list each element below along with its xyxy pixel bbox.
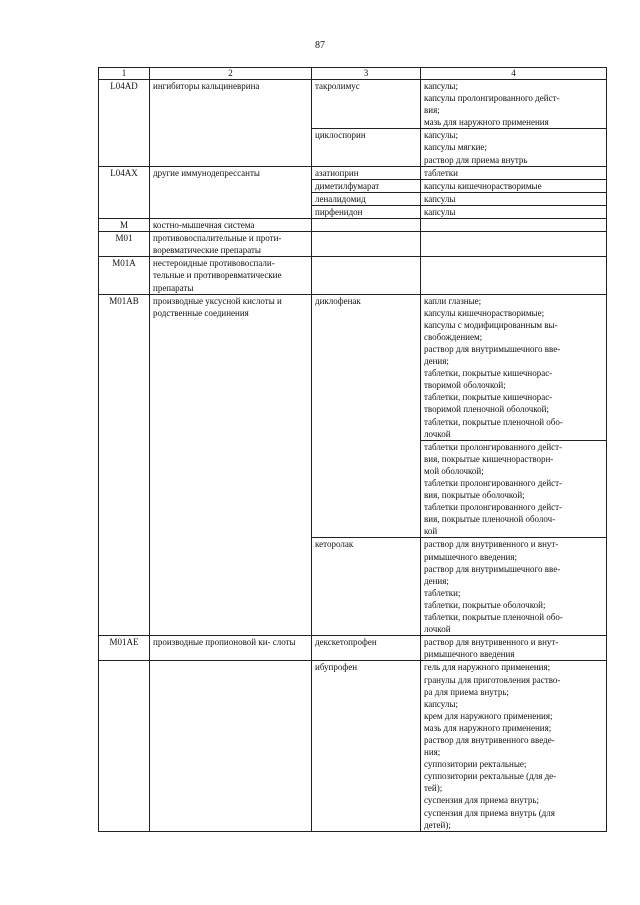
dosage-form-line: суппозитории ректальные;	[424, 759, 527, 770]
dosage-form-line: капсулы кишечнорастворимые	[424, 180, 542, 191]
dosage-forms	[421, 166, 607, 179]
drug-name: кеторолак	[312, 538, 421, 636]
dosage-form-line: римышечного введения;	[424, 551, 517, 562]
header-col-3: 3	[312, 68, 421, 80]
drug-name: такролимус	[312, 80, 421, 129]
dosage-form-line: капсулы мягкие;	[424, 142, 487, 153]
dosage-forms	[421, 80, 607, 129]
atc-code: L04AX	[99, 166, 150, 218]
drug-name: циклоспорин	[312, 129, 421, 166]
dosage-form-line: капсулы;	[424, 698, 458, 709]
header-col-1: 1	[99, 68, 150, 80]
drug-name: диклофенак	[312, 294, 421, 538]
dosage-form-line: раствор для внутривенного введе-	[424, 734, 555, 745]
drug-name: азатиоприн	[312, 166, 421, 179]
drug-name	[312, 232, 421, 257]
dosage-form-line: капсулы	[424, 193, 456, 204]
dosage-form-line: лочкой	[424, 428, 451, 439]
dosage-form-line: суппозитории ректальные (для де-	[424, 771, 557, 782]
atc-code: M01A	[99, 257, 150, 294]
dosage-form-line: таблетки, покрытые оболочкой;	[424, 599, 546, 610]
dosage-form-line: мазь для наружного применения	[424, 117, 549, 128]
dosage-forms	[421, 219, 607, 232]
dosage-form-line: таблетки пролонгированного дейст-	[424, 502, 563, 513]
dosage-form-line: детей);	[424, 819, 451, 830]
dosage-form-line: дения;	[424, 356, 449, 367]
dosage-form-line: ния;	[424, 747, 441, 758]
dosage-form-line: таблетки, покрытые пленочной обо-	[424, 416, 563, 427]
dosage-forms	[421, 661, 607, 831]
dosage-form-line: капсулы;	[424, 81, 458, 91]
atc-group: другие иммунодепрессанты	[150, 166, 312, 218]
dosage-form-line: мазь для наружного применения;	[424, 722, 552, 733]
dosage-form-line: вия;	[424, 105, 440, 116]
dosage-form-line: суспензия для приема внутрь (для	[424, 807, 555, 818]
header-col-4: 4	[421, 68, 607, 80]
dosage-form-line: дения;	[424, 575, 449, 586]
table-row	[99, 219, 607, 232]
atc-group: противовоспалительные и проти- воревматические препараты	[150, 232, 312, 257]
dosage-form-line: мой оболочкой;	[424, 465, 484, 476]
table-row	[99, 80, 607, 129]
dosage-form-line: капсулы кишечнорастворимые;	[424, 307, 545, 318]
atc-code: M	[99, 219, 150, 232]
drug-name: декскетопрофен	[312, 636, 421, 661]
atc-code: L04AD	[99, 80, 150, 167]
dosage-form-line: таблетки, покрытые кишечнорас-	[424, 368, 553, 379]
table-row	[99, 636, 607, 661]
table-row	[99, 294, 607, 538]
dosage-forms	[421, 257, 607, 294]
dosage-form-line: таблетки пролонгированного дейст-	[421, 440, 606, 453]
dosage-form-line: таблетки	[424, 167, 459, 178]
page-number: 87	[315, 40, 325, 51]
dosage-forms	[421, 129, 607, 166]
drug-name: ибупрофен	[312, 661, 421, 831]
dosage-forms	[421, 179, 607, 192]
atc-group: нестероидные противовоспали- тельные и противоревматические препараты	[150, 257, 312, 294]
atc-group: производные уксусной кислоты и родственные соединения	[150, 294, 312, 636]
atc-code	[99, 661, 150, 831]
dosage-form-line: крем для наружного применения;	[424, 710, 553, 721]
dosage-form-line: раствор для внутривенного и внут-	[424, 539, 559, 550]
atc-code: M01	[99, 232, 150, 257]
dosage-form-line: свобождением;	[424, 331, 483, 342]
drug-name: пирфенидон	[312, 205, 421, 218]
dosage-form-line: таблетки пролонгированного дейст-	[424, 478, 563, 488]
dosage-forms	[421, 538, 607, 636]
dosage-form-line: капсулы пролонгированного дейст-	[424, 93, 560, 104]
dosage-form-line: суспензия для приема внутрь;	[424, 795, 539, 806]
dosage-form-line: гель для наружного применения;	[424, 662, 551, 673]
dosage-forms	[421, 294, 607, 538]
dosage-form-line: раствор для приема внутрь	[424, 154, 528, 165]
header-row	[99, 68, 607, 80]
table-row	[99, 661, 607, 831]
table-row	[99, 257, 607, 294]
dosage-form-line: капсулы с модифицированным вы-	[424, 319, 558, 330]
dosage-form-line: таблетки, покрытые кишечнорас-	[424, 392, 553, 403]
atc-group	[150, 661, 312, 831]
dosage-form-line: капсулы;	[424, 130, 458, 141]
dosage-form-line: лочкой	[424, 624, 451, 635]
dosage-form-line: раствор для внутривенного и внут-	[424, 637, 559, 648]
dosage-form-line: вия, покрытые оболочкой;	[424, 490, 525, 501]
atc-group: костно-мышечная система	[150, 219, 312, 232]
atc-code: M01AE	[99, 636, 150, 661]
dosage-form-line: капли глазные;	[424, 295, 482, 306]
medication-table	[98, 67, 607, 832]
dosage-forms	[421, 232, 607, 257]
atc-group: производные пропионовой ки- слоты	[150, 636, 312, 661]
dosage-forms	[421, 205, 607, 218]
dosage-form-line: творимой пленочной оболочкой;	[424, 404, 549, 415]
drug-name: леналидомид	[312, 192, 421, 205]
dosage-forms	[421, 636, 607, 661]
table-row	[99, 232, 607, 257]
dosage-form-line: вия, покрытые кишечнорастворн-	[424, 453, 554, 464]
table-row	[99, 166, 607, 179]
dosage-form-line: творимой оболочкой;	[424, 380, 506, 391]
dosage-form-line: кой	[424, 526, 438, 537]
dosage-forms	[421, 192, 607, 205]
atc-code: M01AB	[99, 294, 150, 636]
dosage-form-line: ра для приема внутрь;	[424, 686, 509, 697]
dosage-form-line: тей);	[424, 783, 443, 794]
dosage-form-line: вия, покрытые пленочной оболоч-	[424, 514, 556, 525]
dosage-form-line: капсулы	[424, 206, 456, 217]
drug-name	[312, 257, 421, 294]
dosage-form-line: раствор для внутримышечного вве-	[424, 563, 561, 574]
header-col-2: 2	[150, 68, 312, 80]
dosage-form-line: гранулы для приготовления раство-	[424, 674, 561, 685]
atc-group: ингибиторы кальциневрина	[150, 80, 312, 167]
dosage-form-line: таблетки;	[424, 587, 461, 598]
drug-name: диметилфумарат	[312, 179, 421, 192]
drug-name	[312, 219, 421, 232]
dosage-form-line: римышечного введения	[424, 649, 515, 660]
dosage-form-line: таблетки, покрытые пленочной обо-	[424, 612, 563, 623]
dosage-form-line: раствор для внутримышечного вве-	[424, 343, 561, 354]
